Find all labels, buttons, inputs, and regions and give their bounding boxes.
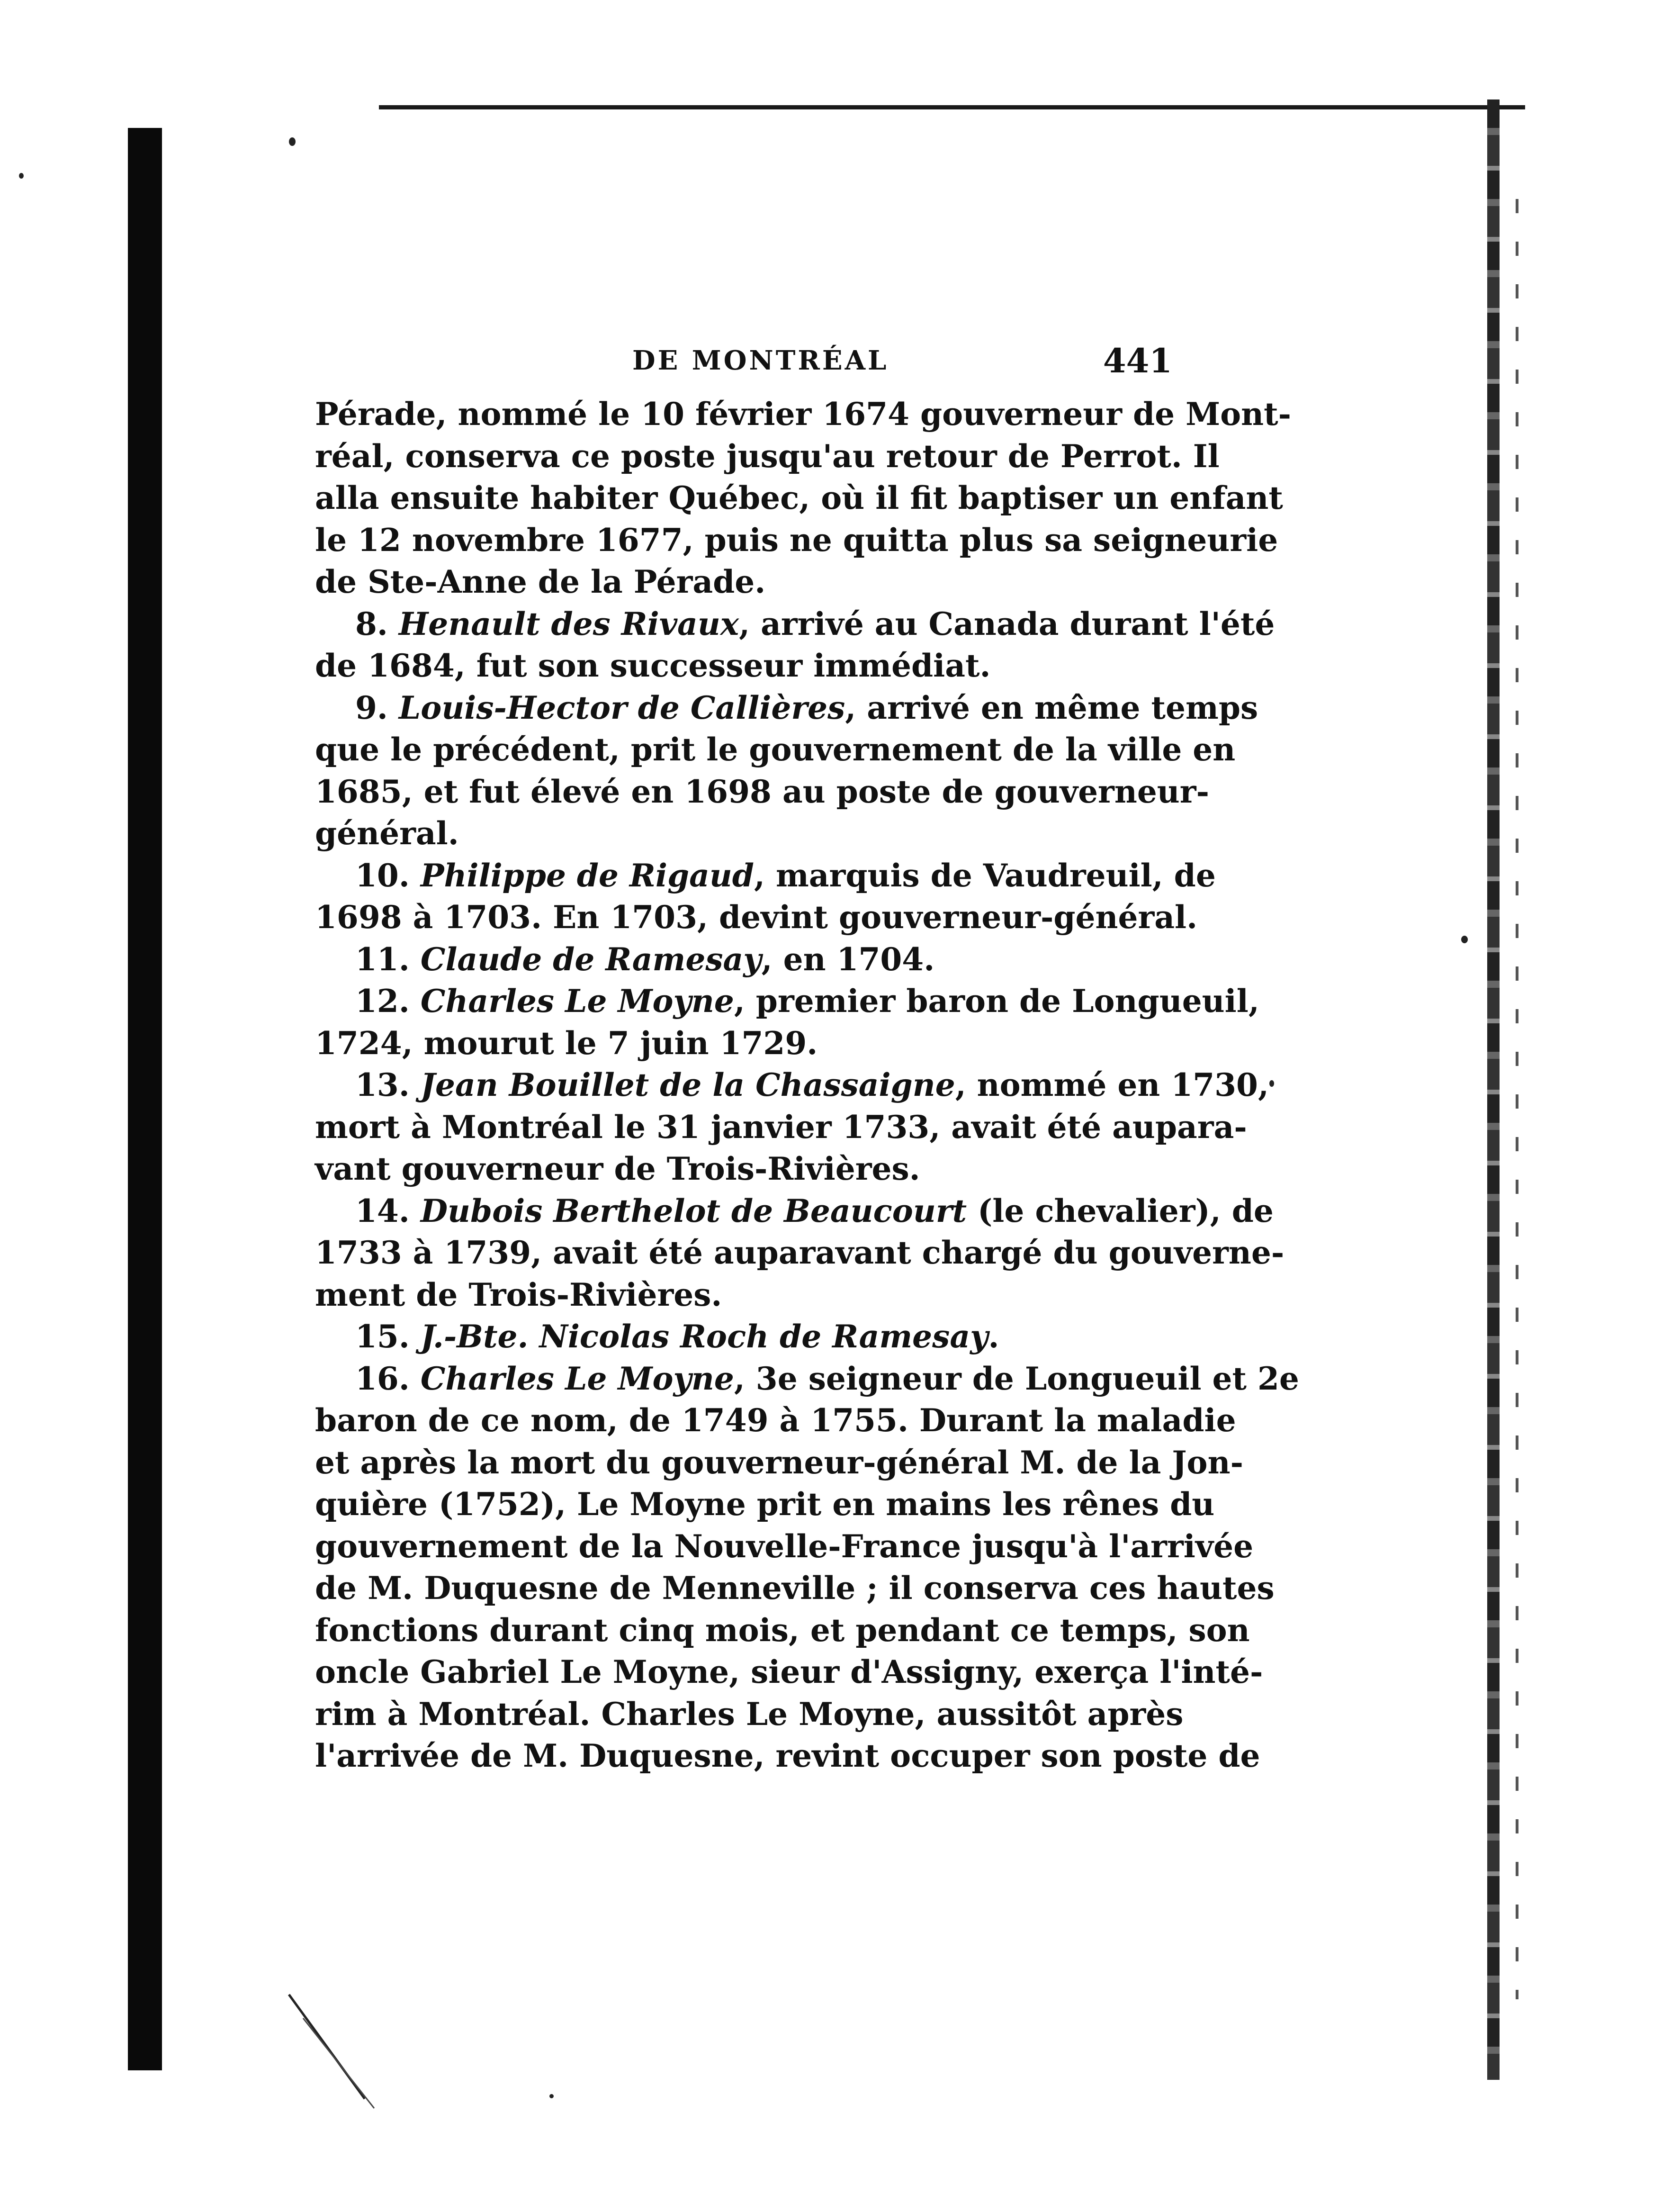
scan-right-edge-noise — [1516, 199, 1518, 1999]
scan-right-edge — [1487, 99, 1500, 2080]
entry-number: 11. — [355, 940, 410, 978]
entry-number: 10. — [355, 857, 410, 894]
text-line: l'arrivée de M. Duquesne, revint occuper son poste de — [315, 1737, 1260, 1774]
list-entry-10: 10. Philippe de Rigaud, marquis de Vaudreuil, de — [355, 857, 1216, 894]
list-entry-8: 8. Henault des Rivaux, arrivé au Canada durant l'été — [355, 605, 1275, 642]
entry-name: Charles Le Moyne — [420, 983, 734, 1020]
body-text — [315, 393, 1299, 1777]
text-line: et après la mort du gouverneur-général M. de la Jon- — [315, 1444, 1243, 1481]
scan-top-rule — [379, 105, 1525, 109]
entry-number: 16. — [355, 1360, 410, 1397]
text-line: ment de Trois-Rivières. — [315, 1276, 722, 1313]
text-line: oncle Gabriel Le Moyne, sieur d'Assigny, exerça l'inté- — [315, 1653, 1263, 1690]
text-line: vant gouverneur de Trois-Rivières. — [315, 1150, 920, 1187]
list-entry-11: 11. Claude de Ramesay, en 1704. — [355, 940, 935, 978]
text-line: gouvernement de la Nouvelle-France jusqu'à l'arrivée — [315, 1527, 1254, 1565]
entry-name: Claude de Ramesay — [420, 940, 762, 978]
scan-pen-stroke — [284, 1990, 436, 2113]
text-line: de Ste-Anne de la Pérade. — [315, 563, 766, 600]
text-line: de M. Duquesne de Menneville ; il conserva ces hautes — [315, 1570, 1275, 1607]
text-line: 1685, et fut élevé en 1698 au poste de gouverneur- — [315, 773, 1209, 810]
entry-name: Jean Bouillet de la Chassaigne — [420, 1066, 955, 1103]
entry-number: 15. — [355, 1318, 410, 1355]
scan-speck — [289, 137, 296, 146]
entry-number: 13. — [355, 1066, 410, 1103]
scan-speck — [1461, 936, 1468, 943]
entry-number: 9. — [355, 689, 388, 726]
scan-speck — [1269, 1080, 1274, 1087]
list-entry-14: 14. Dubois Berthelot de Beaucourt (le chevalier), de — [355, 1192, 1274, 1229]
list-entry-12: 12. Charles Le Moyne, premier baron de Longueuil, — [355, 983, 1259, 1020]
scan-speck — [549, 2094, 554, 2098]
list-entry-15: 15. J.-Bte. Nicolas Roch de Ramesay. — [355, 1318, 999, 1355]
entry-number: 12. — [355, 983, 410, 1020]
text-line: le 12 novembre 1677, puis ne quitta plus sa seigneurie — [315, 521, 1278, 559]
text-line: mort à Montréal le 31 janvier 1733, avait été aupara- — [315, 1108, 1247, 1146]
entry-name: Charles Le Moyne — [420, 1360, 734, 1397]
list-entry-16: 16. Charles Le Moyne, 3e seigneur de Longueuil et 2e — [355, 1360, 1299, 1397]
entry-number: 14. — [355, 1192, 410, 1229]
text-line: général. — [315, 815, 459, 852]
text-line: 1698 à 1703. En 1703, devint gouverneur-général. — [315, 899, 1198, 936]
list-entry-9: 9. Louis-Hector de Callières, arrivé en même temps — [355, 689, 1258, 726]
scan-binding-shadow — [128, 128, 162, 2070]
text-line: alla ensuite habiter Québec, où il fit baptiser un enfant — [315, 479, 1283, 516]
text-line: réal, conserva ce poste jusqu'au retour de Perrot. Il — [315, 437, 1220, 475]
page-number: 441 — [1103, 341, 1172, 380]
entry-number: 8. — [355, 605, 388, 642]
running-head — [315, 341, 1172, 388]
text-line: rim à Montréal. Charles Le Moyne, aussitôt après — [315, 1695, 1184, 1733]
text-line: 1733 à 1739, avait été auparavant chargé du gouverne- — [315, 1234, 1285, 1271]
text-line: fonctions durant cinq mois, et pendant ce temps, son — [315, 1611, 1250, 1649]
text-line: Pérade, nommé le 10 février 1674 gouverneur de Mont- — [315, 396, 1292, 433]
entry-name: J.-Bte. Nicolas Roch de Ramesay — [420, 1318, 988, 1355]
running-title: DE MONTRÉAL — [632, 345, 889, 376]
entry-name: Dubois Berthelot de Beaucourt — [420, 1192, 967, 1229]
text-line: de 1684, fut son successeur immédiat. — [315, 647, 991, 684]
list-entry-13: 13. Jean Bouillet de la Chassaigne, nommé en 1730, — [355, 1066, 1269, 1103]
scan-speck — [19, 173, 24, 179]
entry-name: Henault des Rivaux — [398, 605, 739, 642]
text-line: que le précédent, prit le gouvernement de la ville en — [315, 731, 1236, 768]
text-line: 1724, mourut le 7 juin 1729. — [315, 1024, 818, 1062]
entry-name: Philippe de Rigaud — [420, 857, 754, 894]
text-line: quière (1752), Le Moyne prit en mains les rênes du — [315, 1486, 1215, 1523]
text-line: baron de ce nom, de 1749 à 1755. Durant la maladie — [315, 1402, 1236, 1439]
entry-name: Louis-Hector de Callières — [398, 689, 845, 726]
